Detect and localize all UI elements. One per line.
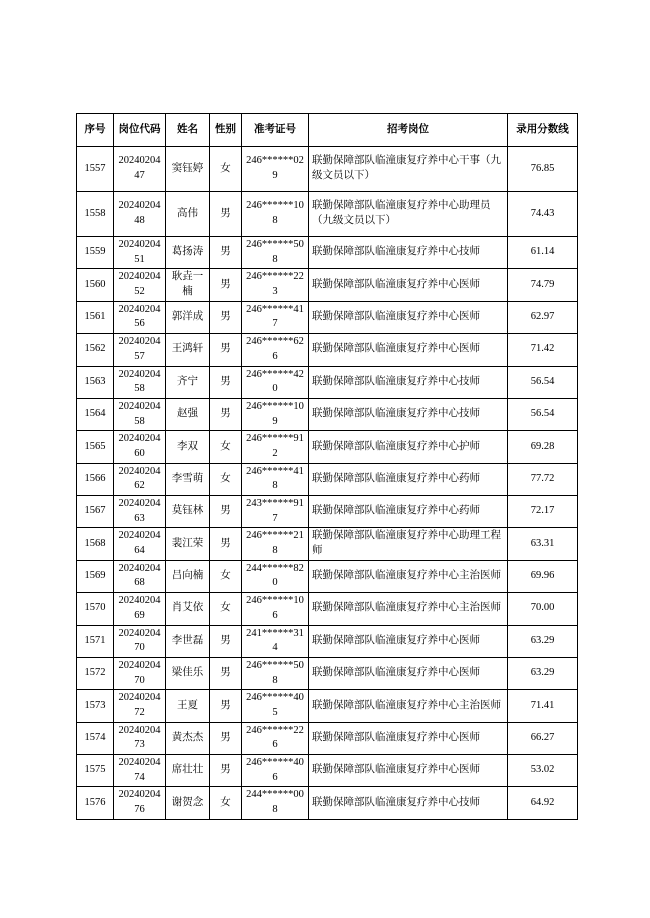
cell-gender: 女 [210,560,242,592]
cell-seq-no: 1560 [77,269,114,301]
cell-position-code: 2024020469 [114,593,166,625]
cell-exam-ticket-no: 246******912 [242,431,309,463]
cell-score-line: 74.79 [508,269,578,301]
cell-exam-ticket-no: 246******218 [242,528,309,560]
cell-score-line: 56.54 [508,366,578,398]
cell-position-code: 2024020460 [114,431,166,463]
cell-seq-no: 1574 [77,722,114,754]
cell-recruit-position: 联勤保障部队临潼康复疗养中心医师 [309,334,508,366]
cell-seq-no: 1563 [77,366,114,398]
cell-name: 裴江荣 [166,528,210,560]
cell-name: 谢贺念 [166,787,210,819]
cell-gender: 男 [210,334,242,366]
cell-position-code: 2024020452 [114,269,166,301]
cell-name: 李雪萌 [166,463,210,495]
cell-exam-ticket-no: 244******008 [242,787,309,819]
cell-position-code: 2024020458 [114,366,166,398]
cell-exam-ticket-no: 246******417 [242,301,309,333]
cell-score-line: 69.96 [508,560,578,592]
cell-score-line: 76.85 [508,147,578,192]
cell-name: 吕向楠 [166,560,210,592]
cell-name: 齐宁 [166,366,210,398]
cell-recruit-position: 联勤保障部队临潼康复疗养中心医师 [309,625,508,657]
table-row [77,496,578,528]
cell-score-line: 63.31 [508,528,578,560]
table-row [77,625,578,657]
cell-seq-no: 1575 [77,755,114,787]
cell-gender: 男 [210,722,242,754]
cell-recruit-position: 联勤保障部队临潼康复疗养中心助理工程师 [309,528,508,560]
cell-score-line: 70.00 [508,593,578,625]
cell-seq-no: 1572 [77,657,114,689]
table-row [77,398,578,430]
cell-score-line: 53.02 [508,755,578,787]
cell-exam-ticket-no: 246******029 [242,147,309,192]
cell-recruit-position: 联勤保障部队临潼康复疗养中心医师 [309,301,508,333]
cell-recruit-position: 联勤保障部队临潼康复疗养中心药师 [309,496,508,528]
cell-seq-no: 1567 [77,496,114,528]
cell-score-line: 69.28 [508,431,578,463]
cell-seq-no: 1566 [77,463,114,495]
cell-name: 席壮壮 [166,755,210,787]
cell-gender: 男 [210,301,242,333]
cell-name: 肖艾依 [166,593,210,625]
cell-gender: 男 [210,528,242,560]
cell-score-line: 72.17 [508,496,578,528]
cell-name: 耿垚一楠 [166,269,210,301]
cell-name: 窦钰婷 [166,147,210,192]
cell-score-line: 63.29 [508,657,578,689]
cell-position-code: 2024020476 [114,787,166,819]
cell-exam-ticket-no: 246******626 [242,334,309,366]
table-row [77,366,578,398]
cell-recruit-position: 联勤保障部队临潼康复疗养中心医师 [309,269,508,301]
cell-position-code: 2024020474 [114,755,166,787]
cell-exam-ticket-no: 246******406 [242,755,309,787]
cell-gender: 男 [210,366,242,398]
cell-exam-ticket-no: 241******314 [242,625,309,657]
table-row [77,657,578,689]
cell-score-line: 71.42 [508,334,578,366]
cell-position-code: 2024020456 [114,301,166,333]
cell-seq-no: 1559 [77,237,114,269]
cell-exam-ticket-no: 244******820 [242,560,309,592]
cell-position-code: 2024020451 [114,237,166,269]
cell-recruit-position: 联勤保障部队临潼康复疗养中心技师 [309,366,508,398]
header-seq-no: 序号 [77,114,114,147]
table-body [77,147,578,820]
cell-score-line: 71.41 [508,690,578,722]
cell-seq-no: 1562 [77,334,114,366]
cell-name: 王鸿轩 [166,334,210,366]
cell-name: 高伟 [166,192,210,237]
cell-exam-ticket-no: 246******226 [242,722,309,754]
cell-seq-no: 1571 [77,625,114,657]
recruitment-score-table [76,113,578,820]
header-name: 姓名 [166,114,210,147]
header-exam-ticket-no: 准考证号 [242,114,309,147]
cell-recruit-position: 联勤保障部队临潼康复疗养中心主治医师 [309,593,508,625]
cell-recruit-position: 联勤保障部队临潼康复疗养中心医师 [309,755,508,787]
cell-recruit-position: 联勤保障部队临潼康复疗养中心医师 [309,722,508,754]
cell-exam-ticket-no: 246******508 [242,237,309,269]
table-row [77,334,578,366]
cell-exam-ticket-no: 246******109 [242,398,309,430]
cell-gender: 女 [210,147,242,192]
cell-name: 李双 [166,431,210,463]
cell-score-line: 77.72 [508,463,578,495]
table-head [77,114,578,147]
cell-recruit-position: 联勤保障部队临潼康复疗养中心技师 [309,787,508,819]
cell-recruit-position: 联勤保障部队临潼康复疗养中心干事（九级文员以下） [309,147,508,192]
cell-gender: 女 [210,463,242,495]
cell-position-code: 2024020470 [114,625,166,657]
cell-seq-no: 1561 [77,301,114,333]
cell-name: 王夏 [166,690,210,722]
cell-name: 郭洋成 [166,301,210,333]
header-recruit-position: 招考岗位 [309,114,508,147]
cell-name: 黄杰杰 [166,722,210,754]
cell-exam-ticket-no: 246******106 [242,593,309,625]
table-row [77,147,578,192]
cell-seq-no: 1568 [77,528,114,560]
table-row [77,237,578,269]
cell-position-code: 2024020472 [114,690,166,722]
cell-recruit-position: 联勤保障部队临潼康复疗养中心助理员（九级文员以下） [309,192,508,237]
cell-recruit-position: 联勤保障部队临潼康复疗养中心主治医师 [309,690,508,722]
table-row [77,269,578,301]
cell-seq-no: 1565 [77,431,114,463]
cell-seq-no: 1570 [77,593,114,625]
table-row [77,593,578,625]
cell-position-code: 2024020464 [114,528,166,560]
cell-name: 梁佳乐 [166,657,210,689]
cell-position-code: 2024020463 [114,496,166,528]
table-row [77,755,578,787]
table-row [77,301,578,333]
cell-recruit-position: 联勤保障部队临潼康复疗养中心主治医师 [309,560,508,592]
header-row [77,114,578,147]
cell-seq-no: 1573 [77,690,114,722]
header-position-code: 岗位代码 [114,114,166,147]
cell-recruit-position: 联勤保障部队临潼康复疗养中心护师 [309,431,508,463]
table-row [77,560,578,592]
cell-position-code: 2024020473 [114,722,166,754]
table-row [77,787,578,819]
cell-position-code: 2024020448 [114,192,166,237]
header-score-line: 录用分数线 [508,114,578,147]
cell-gender: 女 [210,593,242,625]
cell-exam-ticket-no: 246******108 [242,192,309,237]
cell-seq-no: 1569 [77,560,114,592]
table-row [77,192,578,237]
cell-gender: 男 [210,625,242,657]
cell-score-line: 64.92 [508,787,578,819]
cell-gender: 男 [210,690,242,722]
cell-position-code: 2024020470 [114,657,166,689]
cell-position-code: 2024020458 [114,398,166,430]
cell-score-line: 74.43 [508,192,578,237]
cell-gender: 男 [210,237,242,269]
cell-recruit-position: 联勤保障部队临潼康复疗养中心技师 [309,398,508,430]
cell-score-line: 63.29 [508,625,578,657]
cell-recruit-position: 联勤保障部队临潼康复疗养中心药师 [309,463,508,495]
cell-gender: 女 [210,787,242,819]
cell-exam-ticket-no: 246******508 [242,657,309,689]
table-row [77,722,578,754]
cell-gender: 男 [210,269,242,301]
cell-gender: 男 [210,496,242,528]
cell-position-code: 2024020457 [114,334,166,366]
cell-score-line: 62.97 [508,301,578,333]
cell-exam-ticket-no: 246******420 [242,366,309,398]
table-row [77,431,578,463]
cell-name: 葛扬涛 [166,237,210,269]
cell-exam-ticket-no: 246******405 [242,690,309,722]
cell-recruit-position: 联勤保障部队临潼康复疗养中心医师 [309,657,508,689]
cell-gender: 男 [210,398,242,430]
cell-exam-ticket-no: 243******917 [242,496,309,528]
cell-score-line: 61.14 [508,237,578,269]
cell-name: 李世磊 [166,625,210,657]
cell-recruit-position: 联勤保障部队临潼康复疗养中心技师 [309,237,508,269]
table-row [77,528,578,560]
table-row [77,690,578,722]
cell-gender: 女 [210,431,242,463]
cell-seq-no: 1558 [77,192,114,237]
table-row [77,463,578,495]
cell-exam-ticket-no: 246******418 [242,463,309,495]
cell-seq-no: 1557 [77,147,114,192]
cell-name: 莫钰林 [166,496,210,528]
cell-gender: 男 [210,192,242,237]
cell-position-code: 2024020468 [114,560,166,592]
cell-exam-ticket-no: 246******223 [242,269,309,301]
cell-position-code: 2024020447 [114,147,166,192]
cell-seq-no: 1564 [77,398,114,430]
cell-gender: 男 [210,755,242,787]
cell-score-line: 56.54 [508,398,578,430]
cell-seq-no: 1576 [77,787,114,819]
header-gender: 性别 [210,114,242,147]
cell-name: 赵强 [166,398,210,430]
cell-score-line: 66.27 [508,722,578,754]
cell-gender: 男 [210,657,242,689]
cell-position-code: 2024020462 [114,463,166,495]
